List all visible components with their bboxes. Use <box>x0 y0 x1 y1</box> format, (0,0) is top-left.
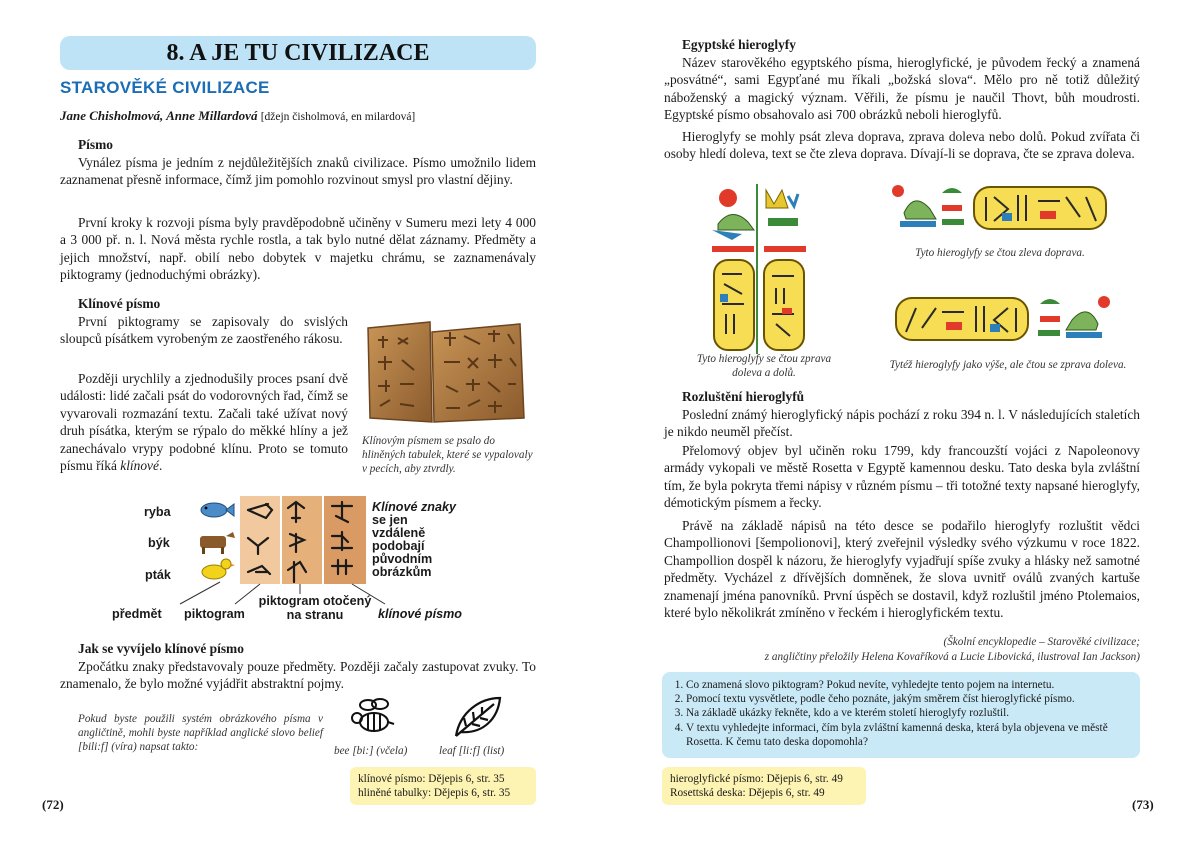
source-line-1: (Školní encyklopedie – Starověké civilizace; <box>943 636 1140 648</box>
heading-vyvoj: Jak se vyvíjelo klínové písmo <box>78 641 244 656</box>
caption-bottom-right-hieroglyphs: Tytéž hieroglyfy jako výše, ale čtou se zprava doleva. <box>889 359 1127 371</box>
vertical-hieroglyphs-image <box>706 184 812 354</box>
paragraph-rozlusteni-3: Právě na základě nápisů na této desce se podařilo hieroglyfy rozluštit vědci Champollionovi [šempolionovi], který zveřejnil výsledky svého výzkumu v roce 1822. Champollion dospěl k názoru, že hieroglyfy vyjadřují spíše zvuky a hlásky než samotné předměty. Vycházel z dřívějších domněnek, že slova uvnitř oválů zvaných kartuše znamenají jména panovníků. První úspěch se dostavil, když rozluštil jméno Ptolemaios, které bylo několikrát zmíněno v řeckém i hieroglyfickém textu. <box>664 518 1140 621</box>
note-line: hliněné tabulky: Dějepis 6, str. 35 <box>358 787 511 799</box>
paragraph-rozlusteni-2: Přelomový objev byl učiněn roku 1799, kdy francouzští vojáci z Napoleonovy armády vykopali ve městě Rosetta v Egyptě kamennou desku. Tato deska byla zvláštní tím, že byla pokryta třemi nápisy v různém písmu – tři totožné texty napsané hieroglyfy, démotickým písmem a řecky. <box>664 443 1140 511</box>
note-line: Rosettská deska: Dějepis 6, str. 49 <box>670 787 825 799</box>
note-line: klínové písmo: Dějepis 6, str. 35 <box>358 773 505 785</box>
authors: Jane Chisholmová, Anne Millardová <box>60 108 258 123</box>
question-item: 4. V textu vyhledejte informaci, čím byla zvláštní kamenná deska, která byla objevena ve městě Rosetta. K čemu tato deska dopomohla? <box>686 721 1130 749</box>
paragraph-egypt-1: Název starověkého egyptského písma, hieroglyfické, je původem řecký a znamená „posvátné“, sami Egypťané mu říkali „božská slova“. Mělo pro ně totiž důležitý náboženský a magický význam. Věřili, že písmu je naučil Thovt, bůh moudrosti. Egyptské písmo obsahovalo asi 700 obrázků neboli hieroglyfů. <box>664 55 1140 123</box>
heading-klinove-pismo: Klínové písmo <box>78 296 161 311</box>
diagram-bottom-otoceny: piktogram otočený na stranu <box>258 594 372 622</box>
caption-left-hieroglyphs: Tyto hieroglyfy se čtou zprava doleva a dolů. <box>696 353 832 379</box>
bull-icon <box>200 532 235 554</box>
chapter-title: 8. A JE TU CIVILIZACE <box>60 36 536 70</box>
source-line-2: z angličtiny přeložily Helena Kovaříková a Lucie Libovická, ilustroval Ian Jackson) <box>764 651 1140 663</box>
paragraph-vyvoj: Zpočátku znaky představovaly pouze předměty. Později začaly zastupovat zvuky. To znamenalo, že bylo možné vyjádřit abstraktní pojmy. <box>60 659 536 692</box>
authors-pronunciation: [džejn čisholmová, en milardová] <box>260 111 416 123</box>
diagram-bottom-predmet: předmět <box>112 607 162 621</box>
question-item: 2. Pomocí textu vysvětlete, podle čeho poznáte, jakým směrem číst hieroglyfické písmo. <box>686 692 1130 706</box>
paragraph-egypt-2: Hieroglyfy se mohly psát zleva doprava, zprava doleva nebo dolů. Pokud zvířata či osoby hledí doleva, text se čte zleva doprava. Dívají-li se doprava, čte se zprava doleva. <box>664 129 1140 162</box>
diagram-bottom-klinove: klínové písmo <box>378 607 462 621</box>
tablet-caption: Klínovým písmem se psalo do hliněných tabulek, které se vypalovaly v pecích, aby ztvrdly. <box>362 435 533 475</box>
reference-note-right <box>662 767 866 805</box>
belief-note: Pokud byste použili systém obrázkového písma v angličtině, mohli byste například anglické slovo belief [bili:f] (víra) napsat takto: <box>78 713 323 753</box>
hieroglyphs-right-to-left-image <box>892 294 1112 346</box>
paragraph-pismo-2: První kroky k rozvoji písma byly pravděpodobně učiněny v Sumeru mezi lety 4 000 a 3 000 př. n. l. Nová města rychle rostla, a tak bylo nutné dělat záznamy. Předměty a jejich množství, např. obilí nebo dobytek v majetku chrámu, se zaznamenávaly piktogramy (jednoduchými obrázky). <box>60 215 536 283</box>
paragraph-klinove-1: První piktogramy se zapisovaly do svislých sloupců písátkem vyrobeným ze zaostřeného rákosu. <box>60 314 348 347</box>
question-item: 1. Co znamená slovo piktogram? Pokud nevíte, vyhledejte tento pojem na internetu. <box>686 678 1130 692</box>
caption-top-right-hieroglyphs: Tyto hieroglyfy se čtou zleva doprava. <box>915 247 1085 259</box>
diagram-label-ryba: ryba <box>144 505 171 519</box>
section-subtitle: STAROVĚKÉ CIVILIZACE <box>60 78 270 97</box>
paragraph-klinove-2: Později urychlily a zjednodušily proces psaní dvě události: lidé začali psát do vodorovných řad, čímž se vyvarovali rozmazání textu. Začali také užívat nový druh písátka, kterým se rýpalo do měkké hlíny a jež zanechávalo vrypy podobné klínu. Proto se tomuto písmu říká klínové. <box>60 371 348 474</box>
leaf-label: leaf [li:f] (list) <box>439 745 505 757</box>
bird-icon <box>202 559 235 579</box>
bee-icon <box>346 696 396 740</box>
questions-box <box>662 672 1140 758</box>
heading-egyptske-hieroglyfy: Egyptské hieroglyfy <box>682 37 796 52</box>
diagram-right-text: se jen vzdáleně podobají původním obrázkům <box>372 513 433 579</box>
diagram-label-byk: býk <box>148 536 170 550</box>
heading-pismo: Písmo <box>78 137 113 152</box>
page-number-right: (73) <box>1132 797 1154 812</box>
leaf-icon <box>450 694 506 740</box>
authors-line <box>60 108 536 124</box>
cuneiform-evolution-diagram <box>196 496 370 586</box>
diagram-bottom-piktogram: piktogram <box>184 607 245 621</box>
question-item: 3. Na základě ukázky řekněte, kdo a ve kterém století hieroglyfy rozluštil. <box>686 706 1130 720</box>
diagram-label-ptak: pták <box>145 568 171 582</box>
diagram-right-title: Klínové znaky <box>372 500 456 514</box>
page-number-left: (72) <box>42 797 64 812</box>
bee-label: bee [bi:] (včela) <box>334 745 408 757</box>
note-line: hieroglyfické písmo: Dějepis 6, str. 49 <box>670 773 843 785</box>
hieroglyphs-left-to-right-image <box>890 183 1110 233</box>
fish-icon <box>201 503 234 517</box>
heading-rozlusteni: Rozluštění hieroglyfů <box>682 389 805 404</box>
reference-note-left <box>350 767 536 805</box>
clay-tablet-image <box>360 318 528 428</box>
paragraph-pismo-1: Vynález písma je jedním z nejdůležitějších znaků civilizace. Písmo umožnilo lidem zaznamenat přesně informace, čímž jim pomohlo rozvinout smysl pro vlastní dějiny. <box>60 155 536 188</box>
paragraph-rozlusteni-1: Poslední známý hieroglyfický nápis pochází z roku 394 n. l. V následujících staletích je nikdo neuměl přečíst. <box>664 407 1140 440</box>
